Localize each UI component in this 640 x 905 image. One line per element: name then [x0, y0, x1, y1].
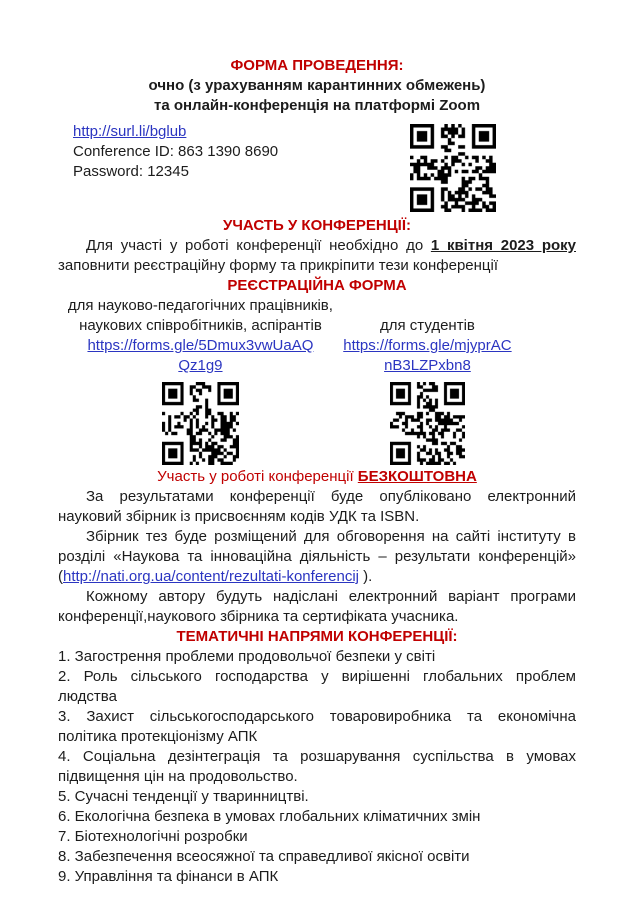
topic-item-6: 6. Екологічна безпека в умовах глобальних кліматичних змін [58, 808, 481, 825]
topic-item-5: 5. Сучасні тенденції у тваринництві. [58, 788, 309, 805]
topic-item-9: 9. Управління та фінанси в АПК [58, 868, 279, 885]
topics-list [58, 647, 576, 887]
topic-item-7: 7. Біотехнологічні розробки [58, 828, 248, 845]
conference-id-text: Conference ID: 863 1390 8690 [73, 143, 279, 160]
participation-line1 [58, 236, 576, 256]
paragraph-authors: Кожному автору будуть надіслані електронний варіант програми конференції,наукового збірника та сертифіката учасника. [58, 588, 576, 625]
password-text: Password: 12345 [73, 163, 189, 180]
students-form-qr-code-icon [390, 382, 465, 465]
topic-item-8: 8. Забезпечення всеосяжної та справедливої якісної освіти [58, 848, 470, 865]
paragraph-site-after: ). [359, 568, 373, 585]
paragraph-site [58, 527, 576, 587]
registration-students-column [343, 296, 576, 376]
zoom-access-info [73, 122, 278, 182]
paragraph-results: За результатами конференції буде опубліковано електронний науковий збірник із присвоєнням кодів УДК та ISBN. [58, 488, 576, 525]
students-qr-cell [343, 382, 576, 465]
section-heading-format: ФОРМА ПРОВЕДЕННЯ: [230, 57, 404, 74]
free-participation-prefix: Участь у роботі конференції [157, 468, 358, 485]
staff-form-label: для науково-педагогічних працівників, наукових співробітників, аспірантів [67, 297, 333, 334]
topic-item-1: 1. Загострення проблеми продовольчої безпеки у світі [58, 648, 436, 665]
registration-staff-column [58, 296, 343, 376]
participation-paragraph [58, 236, 576, 276]
paragraph-site-before: Збірник тез буде розміщений для обговорення на сайті інституту в розділі «Наукова та інноваційна діяльність – результати конференцій» ( [58, 528, 576, 585]
format-line-online: та онлайн-конференція на платформі Zoom [153, 97, 481, 114]
deadline-text: 1 квітня 2023 року [430, 237, 576, 254]
section-heading-participation: УЧАСТЬ У КОНФЕРЕНЦІЇ: [223, 217, 411, 234]
topic-item-3: 3. Захист сільськогосподарського товаровиробника та економічна політика протекціонізму АПК [58, 708, 576, 745]
registration-columns [58, 296, 576, 376]
section-heading-registration: РЕЄСТРАЦІЙНА ФОРМА [227, 277, 407, 294]
participation-line1-text: Для участі у роботі конференції необхідно до [86, 237, 431, 254]
registration-qr-row [58, 382, 576, 465]
free-participation-line [58, 467, 576, 487]
zoom-meeting-link[interactable]: http://surl.li/bglub [73, 123, 187, 140]
staff-form-link[interactable]: https://forms.gle/5Dmux3vwUaAQQz1g9 [87, 337, 314, 374]
section-heading-topics: ТЕМАТИЧНІ НАПРЯМИ КОНФЕРЕНЦІЇ: [176, 628, 458, 645]
format-line-offline: очно (з урахуванням карантинних обмежень) [148, 77, 486, 94]
free-participation-highlight: БЕЗКОШТОВНА [357, 468, 477, 485]
topic-item-4: 4. Соціальна дезінтеграція та розшарування суспільства в умовах підвищення цін на продовольство. [58, 748, 576, 785]
topic-item-2: 2. Роль сільського господарства у вирішенні глобальних проблем людства [58, 668, 576, 705]
zoom-access-row [58, 122, 576, 212]
students-form-link[interactable]: https://forms.gle/mjyprACnB3LZPxbn8 [343, 337, 512, 374]
staff-qr-cell [58, 382, 343, 465]
students-form-label: для студентів [379, 317, 475, 334]
staff-form-qr-code-icon [162, 382, 239, 465]
zoom-qr-code-icon [410, 124, 496, 212]
results-page-link[interactable]: http://nati.org.ua/content/rezultati-konferencij [63, 568, 360, 585]
participation-line2: заповнити реєстраційну форму та прикріпити тези конференції [58, 257, 499, 274]
